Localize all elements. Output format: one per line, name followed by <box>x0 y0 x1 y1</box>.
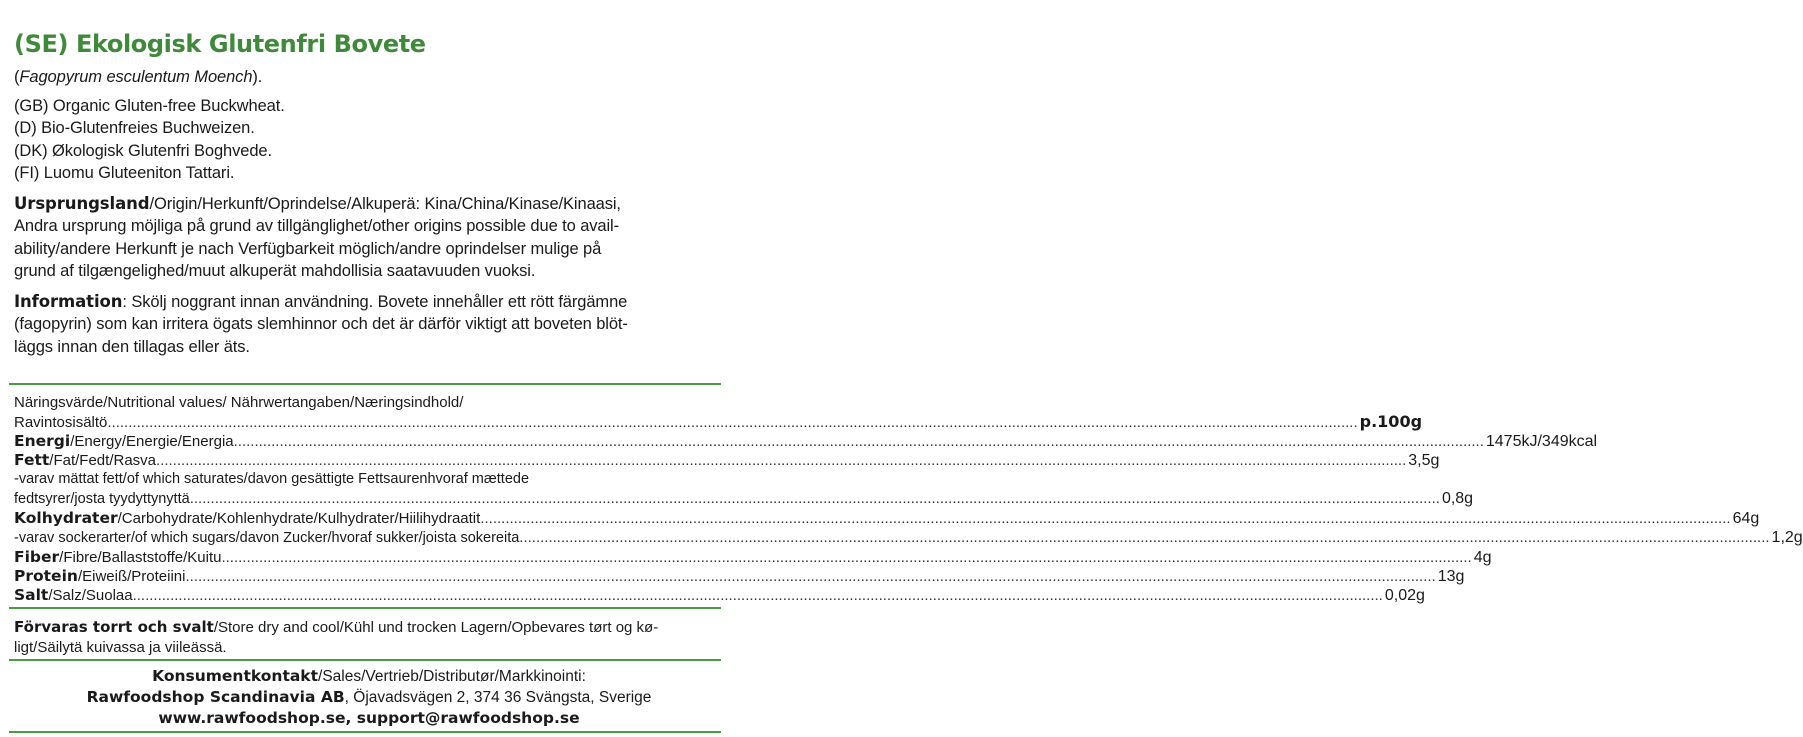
latin-prefix: ( <box>14 68 20 86</box>
lang-gb: (GB) Organic Gluten-free Buckwheat. <box>14 96 285 115</box>
nutrient-energy-value: 1475kJ/349kcal <box>1485 433 1598 450</box>
nutrient-fat-value: 3,5g <box>1408 452 1440 469</box>
nutrient-energy-names: /Energy/Energie/Energia <box>70 433 234 450</box>
nutrient-sugars-value: 1,2g <box>1771 529 1803 546</box>
nutrient-saturates-line2: fedtsyrer/josta tyydyttynyttä <box>14 491 190 507</box>
leader-dots: ............................................................................................................................................................................................................................................................................................................ <box>519 529 1770 546</box>
web-email: www.rawfoodshop.se, support@rawfoodshop.se <box>158 709 580 727</box>
leader-dots: ............................................................................................................................................................................................................................................................................................................ <box>107 414 1358 431</box>
nutrient-protein-label: Protein <box>14 567 78 585</box>
storage-line-1: /Store dry and cool/Kühl und trocken Lagern/Opbevares tørt og kø- <box>213 619 659 636</box>
origin-line-2: Andra ursprung möjliga på grund av tillgänglighet/other origins possible due to avail- <box>14 217 620 235</box>
leader-dots: ............................................................................................................................................................................................................................................................................................................ <box>132 587 1383 604</box>
storage-section <box>14 617 719 658</box>
lang-dk: (DK) Økologisk Glutenfri Boghvede. <box>14 141 272 160</box>
origin-label: Ursprungsland <box>14 193 150 213</box>
divider-footer <box>9 731 721 733</box>
information-section <box>14 291 720 359</box>
leader-dots: ............................................................................................................................................................................................................................................................................................................ <box>185 568 1436 585</box>
nutrition-header-rest: /Nutritional values/ Nährwertangaben/Næringsindhold/ <box>103 394 464 411</box>
divider-bottom <box>9 659 721 661</box>
nutrient-fiber-label: Fiber <box>14 548 60 566</box>
storage-line-2: ligt/Säilytä kuivassa ja viileässä. <box>14 639 227 656</box>
nutrient-salt-names: /Salz/Suolaa <box>48 587 133 604</box>
lang-fi: (FI) Luomu Gluteeniton Tattari. <box>14 164 235 182</box>
leader-dots: ............................................................................................................................................................................................................................................................................................................ <box>156 452 1407 469</box>
lang-de: (D) Bio-Glutenfreies Buchweizen. <box>14 119 255 137</box>
per-100g: p.100g <box>1359 412 1423 431</box>
origin-line-4: grund af tilgængelighed/muut alkuperät mahdollisia saatavuuden vuoksi. <box>14 262 536 280</box>
company-address: , Öjavadsvägen 2, 374 36 Svängsta, Sverige <box>344 689 652 706</box>
origin-line-3: ability/andere Herkunft je nach Verfügbarkeit möglich/andre oprindelser mulige på <box>14 239 602 258</box>
nutrient-protein-names: /Eiweiß/Proteiini <box>77 568 186 585</box>
nutrient-saturates-line1: -varav mättat fett/of which saturates/davon gesättigte Fettsaurenhvoraf mættede <box>14 471 530 487</box>
latin-suffix: ). <box>252 68 263 86</box>
contact-section <box>0 666 738 728</box>
nutrient-fat-names: /Fat/Fedt/Rasva <box>49 452 157 469</box>
nutrient-saturates-value: 0,8g <box>1441 490 1474 507</box>
latin-name-line <box>14 66 720 89</box>
leader-dots: ............................................................................................................................................................................................................................................................................................................ <box>233 433 1484 450</box>
nutrient-salt-value: 0,02g <box>1384 587 1425 604</box>
nutrient-carb-label: Kolhydrater <box>14 509 118 527</box>
nutrition-header-bold: Näringsvärde <box>14 394 104 411</box>
contact-label-rest: /Sales/Vertrieb/Distributør/Markkinointi: <box>318 668 586 685</box>
origin-section <box>14 193 720 283</box>
language-names <box>14 95 720 185</box>
nutrient-protein-value: 13g <box>1437 568 1465 585</box>
nutrient-fiber-value: 4g <box>1473 549 1492 566</box>
divider-middle <box>9 607 721 609</box>
nutrient-energy-label: Energi <box>14 432 71 450</box>
product-title: (SE) Ekologisk Glutenfri Bovete <box>14 30 426 58</box>
leader-dots: ............................................................................................................................................................................................................................................................................................................ <box>221 549 1472 566</box>
contact-label: Konsumentkontakt <box>152 667 319 685</box>
company-name: Rawfoodshop Scandinavia AB <box>86 688 345 706</box>
information-label: Information <box>14 291 123 311</box>
nutrient-fiber-names: /Fibre/Ballaststoffe/Kuitu <box>59 549 222 566</box>
origin-line-1: /Origin/Herkunft/Oprindelse/Alkuperä: Kina/China/Kinase/Kinaasi, <box>149 194 621 213</box>
nutrient-fat-label: Fett <box>14 451 50 469</box>
nutrient-carb-value: 64g <box>1732 510 1760 527</box>
leader-dots: ............................................................................................................................................................................................................................................................................................................ <box>189 490 1440 507</box>
divider-top <box>9 383 721 385</box>
nutrition-table <box>14 393 1803 605</box>
information-line-2: (fagopyrin) som kan irritera ögats slemhinnor och det är därför viktigt att boveten blöt- <box>14 315 628 333</box>
information-line-3: läggs innan den tillagas eller äts. <box>14 337 250 356</box>
storage-label: Förvaras torrt och svalt <box>14 618 214 636</box>
information-line-1: : Skölj noggrant innan användning. Bovete innehåller ett rött färgämne <box>122 292 628 311</box>
nutrient-carb-names: /Carbohydrate/Kohlenhydrate/Kulhydrater/Hiilihydraatit <box>117 510 481 527</box>
label-body <box>14 28 720 358</box>
nutrition-header-line2: Ravintosisältö <box>14 414 108 431</box>
latin-name: Fagopyrum esculentum Moench <box>19 68 253 86</box>
nutrient-sugars-names: -varav sockerarter/of which sugars/davon Zucker/hvoraf sukker/joista sokereita <box>14 530 520 546</box>
nutrient-salt-label: Salt <box>14 586 49 604</box>
leader-dots: ............................................................................................................................................................................................................................................................................................................ <box>480 510 1731 527</box>
